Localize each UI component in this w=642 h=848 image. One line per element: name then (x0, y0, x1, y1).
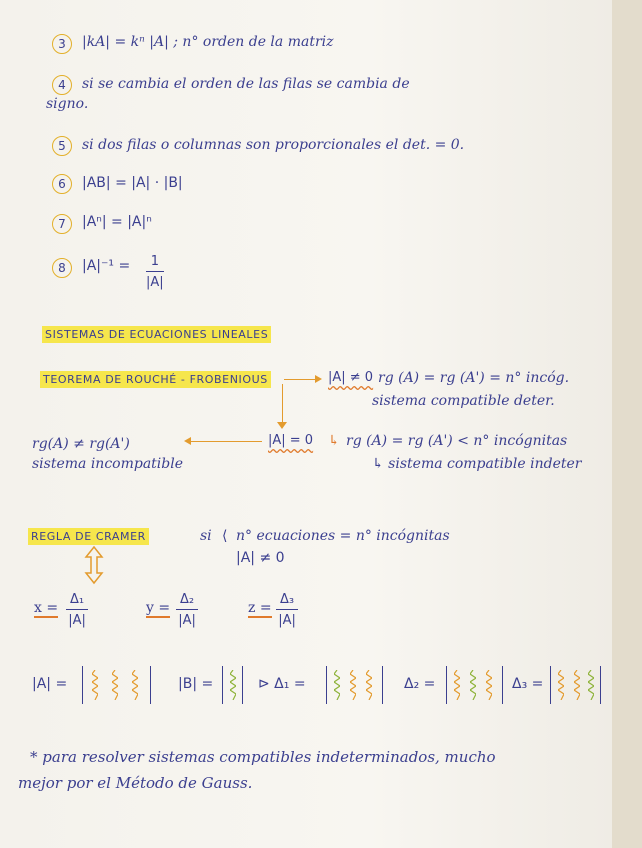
x-label (34, 600, 58, 616)
delta3-left-bar (550, 666, 551, 704)
z-denominator: |A| (278, 613, 296, 628)
cramer-heading: REGLA DE CRAMER (28, 528, 149, 545)
cramer-condition-2: |A| ≠ 0 (236, 550, 285, 566)
case1-condition (328, 370, 373, 385)
delta1-col2-icon (350, 670, 356, 700)
property-6-text: |AB| = |A| · |B| (82, 175, 183, 191)
case2-result: ↳ sistema compatible indeter (372, 456, 582, 472)
number-circle-8: 8 (52, 258, 72, 278)
case1-cond-text: |A| ≠ 0 (328, 370, 374, 385)
fraction-numerator: 1 (146, 254, 164, 272)
delta1-left-bar (326, 666, 327, 704)
z-fraction (276, 592, 298, 628)
det-b-label: |B| = (178, 676, 214, 692)
delta2-left-bar (446, 666, 447, 704)
arrow-down-line (282, 384, 283, 424)
delta1-label: ⊳ Δ₁ = (258, 676, 306, 692)
delta2-col2-icon (470, 670, 476, 700)
case2-condition (268, 433, 313, 448)
det-a-label: |A| = (32, 676, 68, 692)
det-b-right-bar (242, 666, 243, 704)
fraction-denominator: |A| (146, 275, 164, 290)
note-line-2: mejor por el Método de Gauss. (18, 774, 253, 792)
det-b-left-bar (222, 666, 223, 704)
property-7-text: |Aⁿ| = |A|ⁿ (82, 214, 152, 230)
number-circle-5: 5 (52, 136, 72, 156)
delta3-col3-icon (588, 670, 594, 700)
delta2-right-bar (502, 666, 503, 704)
property-3-text: |kA| = kⁿ |A| ; n° orden de la matriz (82, 34, 334, 50)
x-denominator: |A| (68, 613, 86, 628)
property-8-fraction (146, 254, 164, 290)
det-a-col1-icon (92, 670, 98, 700)
case2-equation: rg (A) = rg (A') < n° incógnitas (346, 433, 568, 449)
z-label (248, 600, 272, 616)
double-arrow-icon (84, 545, 104, 585)
delta2-col1-icon (454, 670, 460, 700)
teorema-heading: TEOREMA DE ROUCHÉ - FROBENIOUS (40, 371, 271, 388)
delta3-col2-icon (574, 670, 580, 700)
case1-result: sistema compatible deter. (372, 393, 555, 409)
page-edge (612, 0, 642, 848)
number-circle-6: 6 (52, 174, 72, 194)
delta3-col1-icon (558, 670, 564, 700)
sistemas-heading: SISTEMAS DE ECUACIONES LINEALES (42, 326, 271, 343)
x-label-text: x = (34, 600, 59, 616)
arrow-down-icon (277, 422, 287, 429)
number-circle-3: 3 (52, 34, 72, 54)
brace-icon: ⟨ (222, 528, 228, 544)
delta3-right-bar (600, 666, 601, 704)
cramer-condition-1: n° ecuaciones = n° incógnitas (236, 528, 450, 544)
arrow-left-icon (186, 441, 262, 442)
property-8-lhs: |A|⁻¹ = (82, 258, 131, 274)
property-5-text: si dos filas o columnas son proporcionales el det. = 0. (82, 137, 465, 153)
det-a-col3-icon (132, 670, 138, 700)
property-4-text: si se cambia el orden de las filas se cambia de (82, 76, 410, 92)
hook-arrow-icon: ↳ (328, 433, 340, 449)
case1-equation: rg (A) = rg (A') = n° incóg. (378, 370, 570, 386)
y-label-text: y = (146, 600, 171, 616)
det-a-right-bar (150, 666, 151, 704)
z-label-text: z = (248, 600, 272, 616)
property-4-text-cont: signo. (46, 96, 89, 112)
delta1-col1-icon (334, 670, 340, 700)
case3-result: sistema incompatible (32, 456, 184, 472)
delta3-label: Δ₃ = (512, 676, 544, 692)
det-a-col2-icon (112, 670, 118, 700)
delta2-col3-icon (486, 670, 492, 700)
det-a-left-bar (82, 666, 83, 704)
x-fraction (66, 592, 88, 628)
number-circle-7: 7 (52, 214, 72, 234)
y-denominator: |A| (178, 613, 196, 628)
delta1-right-bar (382, 666, 383, 704)
case3-equation: rg(A) ≠ rg(A') (32, 436, 130, 452)
x-numerator: Δ₁ (66, 592, 88, 610)
delta2-label: Δ₂ = (404, 676, 436, 692)
arrow-right-icon (284, 379, 320, 380)
note-line-1: * para resolver sistemas compatibles indeterminados, mucho (30, 748, 496, 766)
case2-cond-text: |A| = 0 (268, 433, 314, 448)
y-numerator: Δ₂ (176, 592, 198, 610)
det-b-col-icon (230, 670, 236, 700)
number-circle-4: 4 (52, 75, 72, 95)
y-label (146, 600, 170, 616)
z-numerator: Δ₃ (276, 592, 298, 610)
y-fraction (176, 592, 198, 628)
delta1-col3-icon (366, 670, 372, 700)
cramer-si: si (200, 528, 212, 544)
